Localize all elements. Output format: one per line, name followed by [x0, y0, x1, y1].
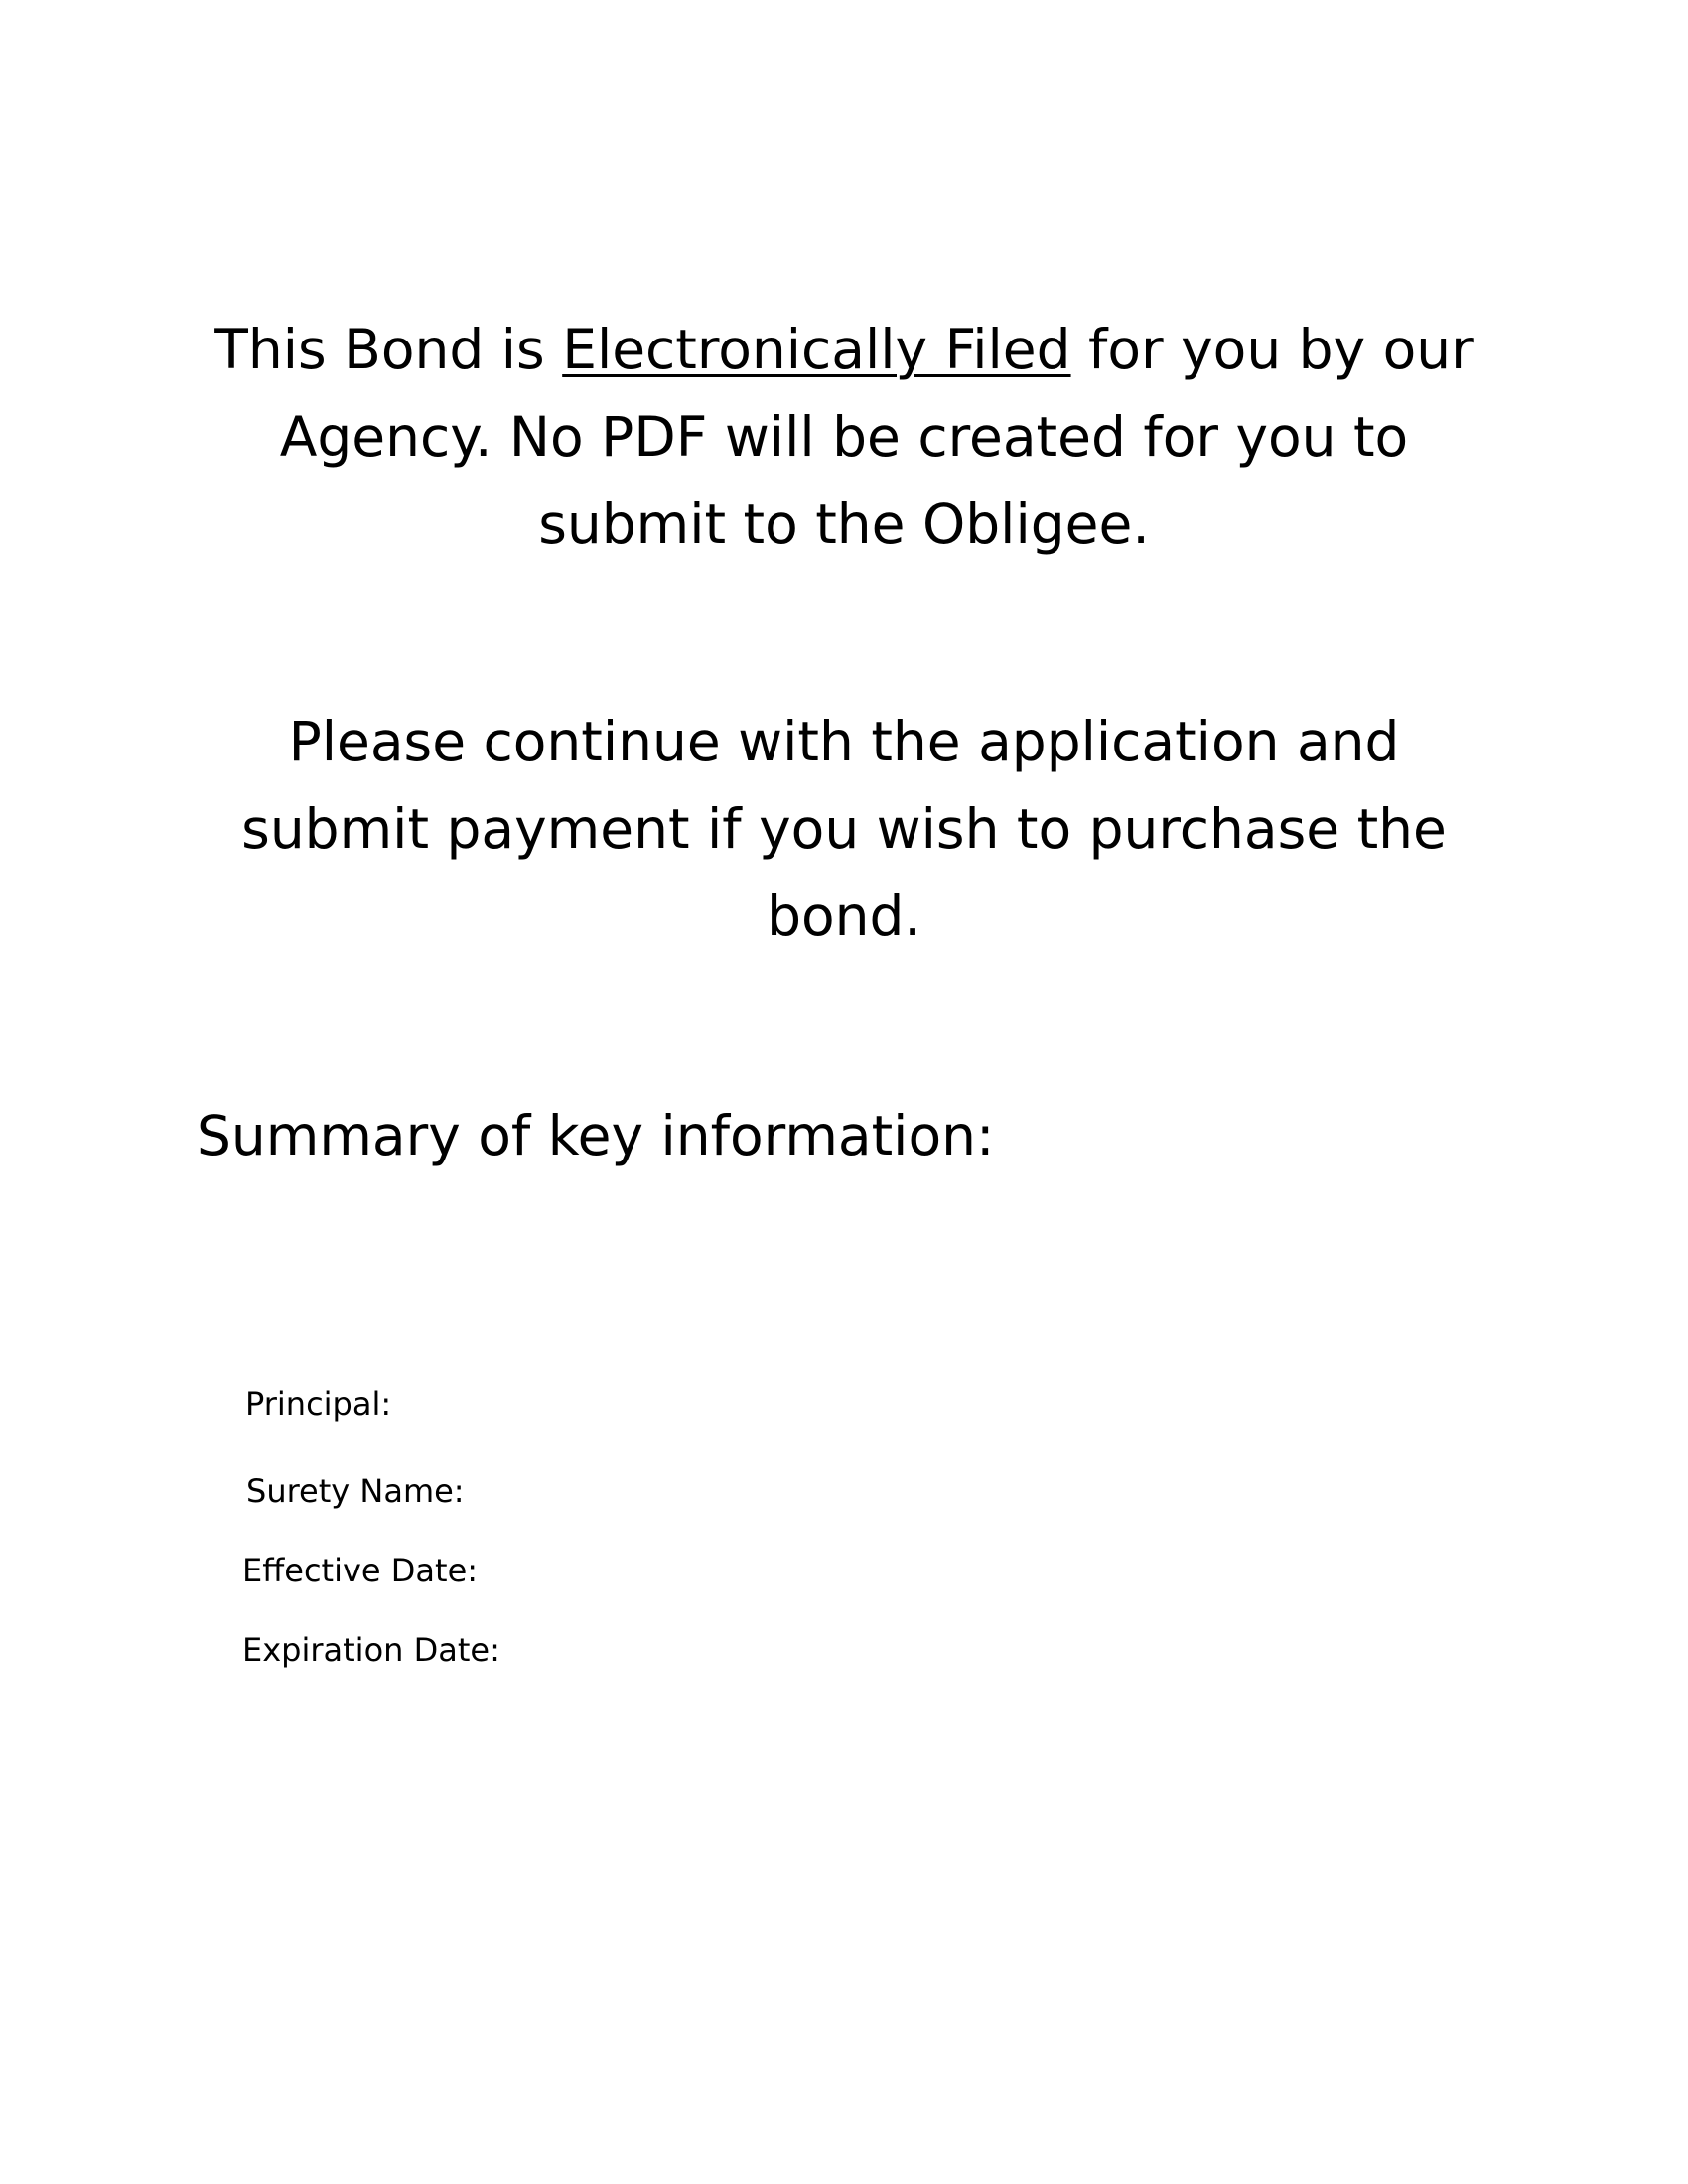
continue-line-3: bond. — [767, 885, 921, 948]
continue-line-2: submit payment if you wish to purchase the — [241, 797, 1447, 861]
effective-date-label: Effective Date: — [242, 1552, 479, 1589]
summary-heading: Summary of key information: — [197, 1104, 995, 1167]
continue-application-notice — [189, 698, 1499, 960]
notice-line-1 — [189, 306, 1499, 393]
notice-text-before: This Bond is — [214, 318, 563, 381]
continue-line-1: Please continue with the application and — [288, 710, 1400, 773]
principal-label: Principal: — [245, 1385, 392, 1423]
electronic-filing-notice — [189, 306, 1499, 568]
notice-text-after: for you by our — [1070, 318, 1474, 381]
notice-line-3: submit to the Obligee. — [538, 492, 1150, 556]
surety-name-label: Surety Name: — [246, 1472, 465, 1510]
notice-line-2: Agency. No PDF will be created for you to — [279, 405, 1409, 469]
electronically-filed-emphasis: Electronically Filed — [562, 318, 1071, 381]
expiration-date-label: Expiration Date: — [242, 1631, 500, 1669]
